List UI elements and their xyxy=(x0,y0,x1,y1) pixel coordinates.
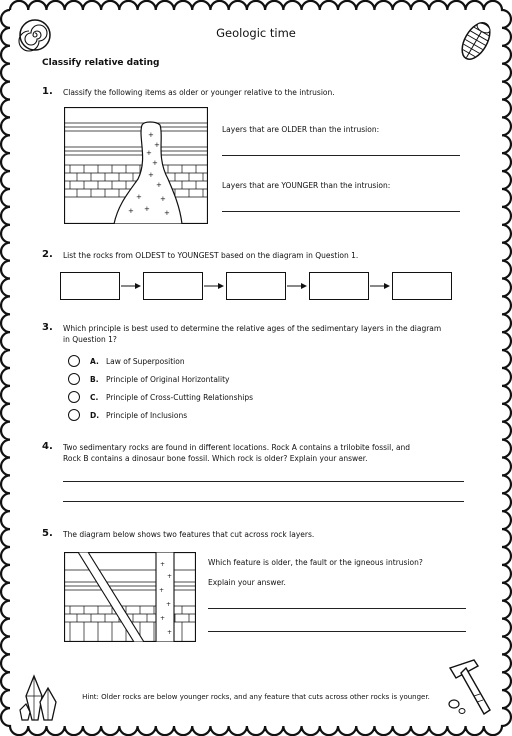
option-text: Principle of Cross-Cutting Relationships xyxy=(106,392,254,402)
option-text: Principle of Original Horizontality xyxy=(106,374,230,384)
option-c[interactable] xyxy=(68,390,253,404)
arrow-right-icon xyxy=(370,281,390,291)
radio-button[interactable] xyxy=(68,391,80,403)
sequence-box-5[interactable] xyxy=(392,272,452,300)
q3-text-line1: Which principle is best used to determine the relative ages of the sedimentary layers in the diagram xyxy=(63,324,442,333)
q4-number: 4. xyxy=(42,441,53,452)
q2-number: 2. xyxy=(42,249,53,260)
sequence-box-3[interactable] xyxy=(226,272,286,300)
q5-number: 5. xyxy=(42,528,53,539)
q3-text-line2: in Question 1? xyxy=(63,335,117,344)
svg-text:+: + xyxy=(160,561,166,568)
section-heading: Classify relative dating xyxy=(42,58,160,68)
hint-text: Hint: Older rocks are below younger rocks, and any feature that cuts across other rocks is younger. xyxy=(82,693,430,701)
sequence-box-2[interactable] xyxy=(143,272,203,300)
q5-question: Which feature is older, the fault or the igneous intrusion? xyxy=(208,558,423,567)
svg-text:+: + xyxy=(167,573,173,580)
arrow-right-icon xyxy=(204,281,224,291)
svg-text:+: + xyxy=(167,629,173,636)
option-letter: A. xyxy=(90,356,99,366)
q3-number: 3. xyxy=(42,322,53,333)
q1-text: Classify the following items as older or younger relative to the intrusion. xyxy=(63,88,335,97)
option-d[interactable] xyxy=(68,408,187,422)
svg-text:+: + xyxy=(160,195,166,203)
option-text: Law of Superposition xyxy=(106,356,185,366)
arrow-right-icon xyxy=(287,281,307,291)
q4-text-line2: Rock B contains a dinosaur bone fossil. Which rock is older? Explain your answer. xyxy=(63,454,368,463)
q5-explain: Explain your answer. xyxy=(208,578,286,587)
svg-text:+: + xyxy=(164,209,170,217)
option-text: Principle of Inclusions xyxy=(106,410,188,420)
page-title: Geologic time xyxy=(216,26,296,40)
younger-layers-label: Layers that are YOUNGER than the intrusion: xyxy=(222,181,391,190)
q5-fault-intrusion-diagram xyxy=(64,552,196,642)
trilobite-icon xyxy=(456,16,496,66)
sequence-box-1[interactable] xyxy=(60,272,120,300)
svg-text:+: + xyxy=(148,131,154,139)
arrow-right-icon xyxy=(121,281,141,291)
svg-text:+: + xyxy=(148,171,154,179)
option-letter: D. xyxy=(90,410,100,420)
q5-answer-line-1[interactable] xyxy=(208,608,466,609)
older-layers-label: Layers that are OLDER than the intrusion: xyxy=(222,125,380,134)
younger-answer-line[interactable] xyxy=(222,211,460,212)
svg-text:+: + xyxy=(144,205,150,213)
svg-text:+: + xyxy=(128,207,134,215)
option-letter: B. xyxy=(90,374,99,384)
q1-number: 1. xyxy=(42,86,53,97)
svg-text:+: + xyxy=(156,181,162,189)
q2-text: List the rocks from OLDEST to YOUNGEST based on the diagram in Question 1. xyxy=(63,251,359,260)
svg-text:+: + xyxy=(146,149,152,157)
q5-answer-line-2[interactable] xyxy=(208,631,466,632)
option-letter: C. xyxy=(90,392,99,402)
older-answer-line[interactable] xyxy=(222,155,460,156)
svg-text:+: + xyxy=(166,601,172,608)
radio-button[interactable] xyxy=(68,373,80,385)
q4-answer-line-1[interactable] xyxy=(63,481,464,482)
radio-button[interactable] xyxy=(68,355,80,367)
q1-intrusion-diagram xyxy=(64,107,208,224)
svg-text:+: + xyxy=(154,141,160,149)
svg-text:+: + xyxy=(152,159,158,167)
q4-answer-line-2[interactable] xyxy=(63,501,464,502)
hammer-icon xyxy=(446,656,500,718)
sequence-box-4[interactable] xyxy=(309,272,369,300)
svg-text:+: + xyxy=(159,587,165,594)
svg-text:+: + xyxy=(160,615,166,622)
q4-text-line1: Two sedimentary rocks are found in different locations. Rock A contains a trilobite fossil, and xyxy=(63,443,411,452)
q5-text: The diagram below shows two features that cut across rock layers. xyxy=(63,530,315,539)
svg-text:+: + xyxy=(136,193,142,201)
radio-button[interactable] xyxy=(68,409,80,421)
option-b[interactable] xyxy=(68,372,229,386)
option-a[interactable] xyxy=(68,354,185,368)
